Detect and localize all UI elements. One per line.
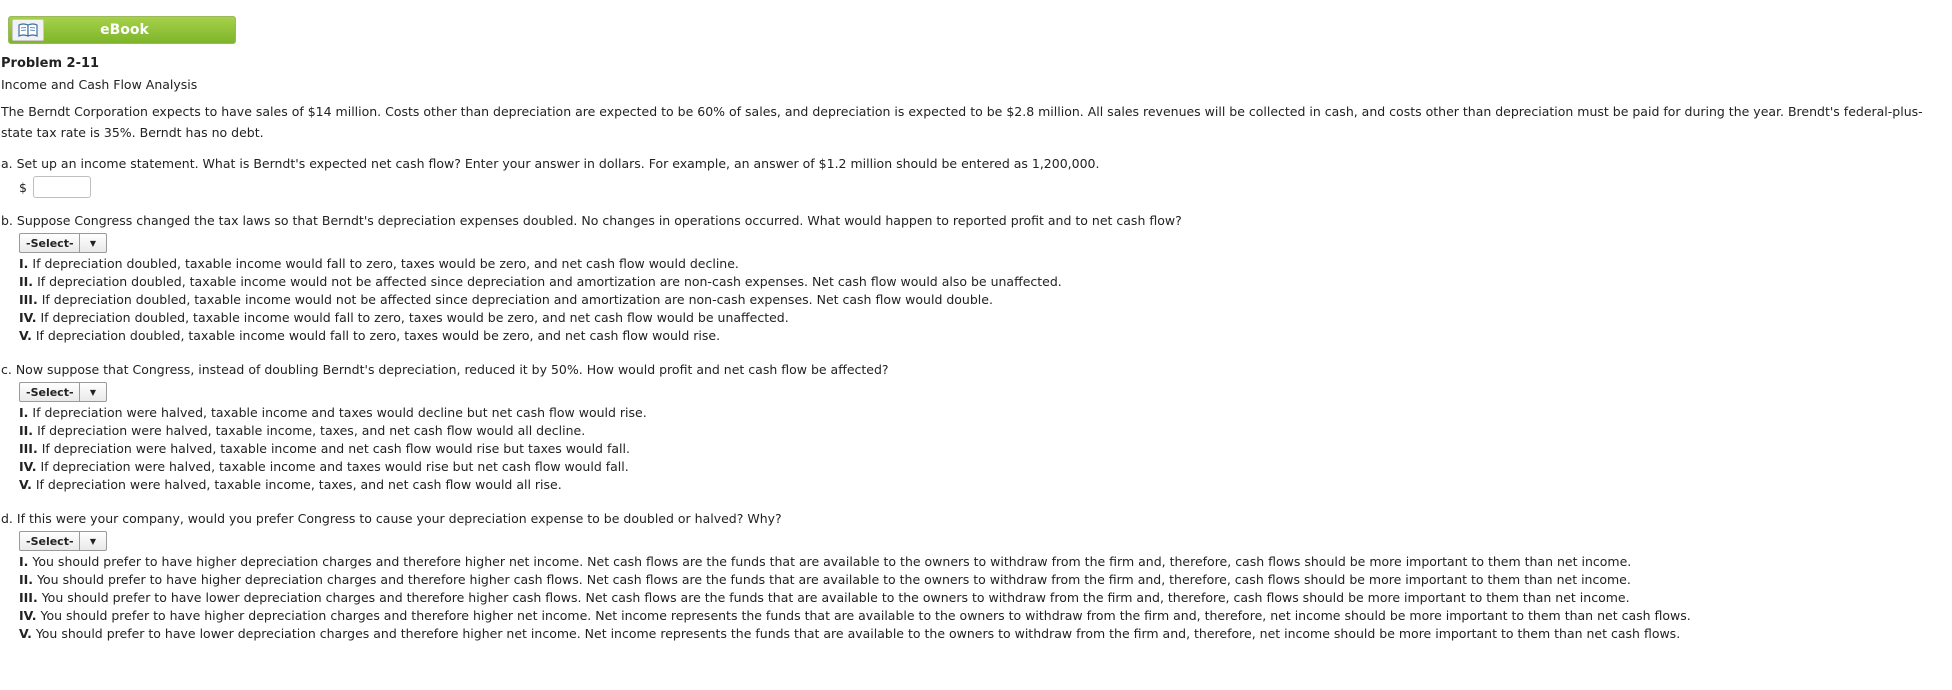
option-text: If depreciation doubled, taxable income would not be affected since depreciation and amortization are non-cash expenses. Net cash flow would double.	[41, 292, 993, 307]
option-number: V.	[19, 626, 32, 641]
part-a-question: a. Set up an income statement. What is Berndt's expected net cash flow? Enter your answer in dollars. For example, an answer of $1.2 million should be entered as 1,200,000.	[1, 156, 1100, 171]
part-a	[1, 153, 1949, 200]
option-number: IV.	[19, 459, 37, 474]
option-number: II.	[19, 572, 34, 587]
part-b-select-value: -Select-	[26, 236, 74, 250]
option-item	[19, 589, 1949, 607]
problem-subtitle: Income and Cash Flow Analysis	[1, 77, 198, 92]
chevron-down-icon[interactable]: ▼	[79, 383, 106, 401]
part-d-select[interactable]	[19, 531, 107, 551]
option-number: III.	[19, 590, 38, 605]
part-c-select[interactable]	[19, 382, 107, 402]
ebook-button[interactable]	[8, 16, 236, 44]
option-text: If depreciation were halved, taxable income, taxes, and net cash flow would all decline.	[37, 423, 586, 438]
option-item	[19, 440, 1949, 458]
option-item	[19, 327, 1949, 345]
option-number: V.	[19, 477, 32, 492]
option-text: If depreciation doubled, taxable income would fall to zero, taxes would be zero, and net cash flow would rise.	[35, 328, 721, 343]
chevron-down-icon[interactable]: ▼	[79, 234, 106, 252]
part-b	[1, 210, 1949, 345]
part-b-question: b. Suppose Congress changed the tax laws so that Berndt's depreciation expenses doubled. No changes in operations occurred. What would happen to reported profit and to net cash flow?	[1, 213, 1182, 228]
option-number: V.	[19, 328, 32, 343]
option-item	[19, 422, 1949, 440]
part-b-options	[19, 255, 1949, 345]
option-text: If depreciation were halved, taxable income and taxes would decline but net cash flow would rise.	[32, 405, 647, 420]
problem-intro: The Berndt Corporation expects to have sales of $14 million. Costs other than depreciation are expected to be 60% of sales, and depreciation is expected to be $2.8 million. All sales revenues will be collected in cash, and costs other than depreciation must be paid for during the year. Brendt's federal-plus-state tax rate is 35%. Berndt has no debt.	[1, 104, 1923, 140]
part-b-select[interactable]	[19, 233, 107, 253]
option-number: IV.	[19, 310, 37, 325]
option-text: You should prefer to have lower depreciation charges and therefore higher net income. Net income represents the funds that are available to the owners to withdraw from the firm and, therefore, net income should be more important to them than net cash flows.	[35, 626, 1681, 641]
part-a-answer	[19, 174, 1949, 200]
option-item	[19, 404, 1949, 422]
option-number: II.	[19, 274, 34, 289]
option-item	[19, 291, 1949, 309]
part-d	[1, 508, 1949, 643]
part-d-question: d. If this were your company, would you prefer Congress to cause your depreciation expense to be doubled or halved? Why?	[1, 511, 782, 526]
option-item	[19, 553, 1949, 571]
option-text: If depreciation doubled, taxable income would not be affected since depreciation and amortization are non-cash expenses. Net cash flow would also be unaffected.	[37, 274, 1062, 289]
option-text: If depreciation doubled, taxable income would fall to zero, taxes would be zero, and net cash flow would be unaffected.	[40, 310, 789, 325]
option-item	[19, 458, 1949, 476]
option-text: You should prefer to have higher depreciation charges and therefore higher net income. Net cash flows are the funds that are available to the owners to withdraw from the firm and, therefore, cash flows should be more important to them than net income.	[32, 554, 1632, 569]
part-c-select-value: -Select-	[26, 385, 74, 399]
option-number: IV.	[19, 608, 37, 623]
option-number: I.	[19, 256, 29, 271]
option-text: You should prefer to have lower depreciation charges and therefore higher cash flows. Net cash flows are the funds that are available to the owners to withdraw from the firm and, therefore, cash flows should be more important to them than net income.	[41, 590, 1630, 605]
option-number: II.	[19, 423, 34, 438]
option-item	[19, 273, 1949, 291]
dollar-sign: $	[19, 179, 27, 195]
option-number: I.	[19, 554, 29, 569]
option-item	[19, 255, 1949, 273]
option-item	[19, 309, 1949, 327]
part-d-select-value: -Select-	[26, 534, 74, 548]
option-number: III.	[19, 292, 38, 307]
option-item	[19, 571, 1949, 589]
option-item	[19, 476, 1949, 494]
net-cash-flow-input[interactable]	[33, 176, 91, 198]
part-d-options	[19, 553, 1949, 643]
option-text: If depreciation were halved, taxable income and taxes would rise but net cash flow would fall.	[40, 459, 629, 474]
option-item	[19, 625, 1949, 643]
problem-title: Problem 2-11	[1, 56, 100, 71]
option-text: You should prefer to have higher depreciation charges and therefore higher net income. Net income represents the funds that are available to the owners to withdraw from the firm and, therefore, net income should be more important to them than net cash flows.	[40, 608, 1691, 623]
option-item	[19, 607, 1949, 625]
option-number: I.	[19, 405, 29, 420]
part-c-options	[19, 404, 1949, 494]
option-text: If depreciation were halved, taxable income, taxes, and net cash flow would all rise.	[35, 477, 562, 492]
part-c	[1, 359, 1949, 494]
problem-content	[1, 53, 1949, 643]
option-number: III.	[19, 441, 38, 456]
option-text: You should prefer to have higher depreciation charges and therefore higher cash flows. Net cash flows are the funds that are available to the owners to withdraw from the firm and, therefore, cash flows should be more important to them than net income.	[37, 572, 1631, 587]
part-c-question: c. Now suppose that Congress, instead of doubling Berndt's depreciation, reduced it by 50%. How would profit and net cash flow be affected?	[1, 362, 889, 377]
chevron-down-icon[interactable]: ▼	[79, 532, 106, 550]
book-icon	[12, 19, 44, 41]
option-text: If depreciation were halved, taxable income and net cash flow would rise but taxes would fall.	[41, 441, 630, 456]
option-text: If depreciation doubled, taxable income would fall to zero, taxes would be zero, and net cash flow would decline.	[32, 256, 739, 271]
ebook-label: eBook	[100, 22, 149, 38]
